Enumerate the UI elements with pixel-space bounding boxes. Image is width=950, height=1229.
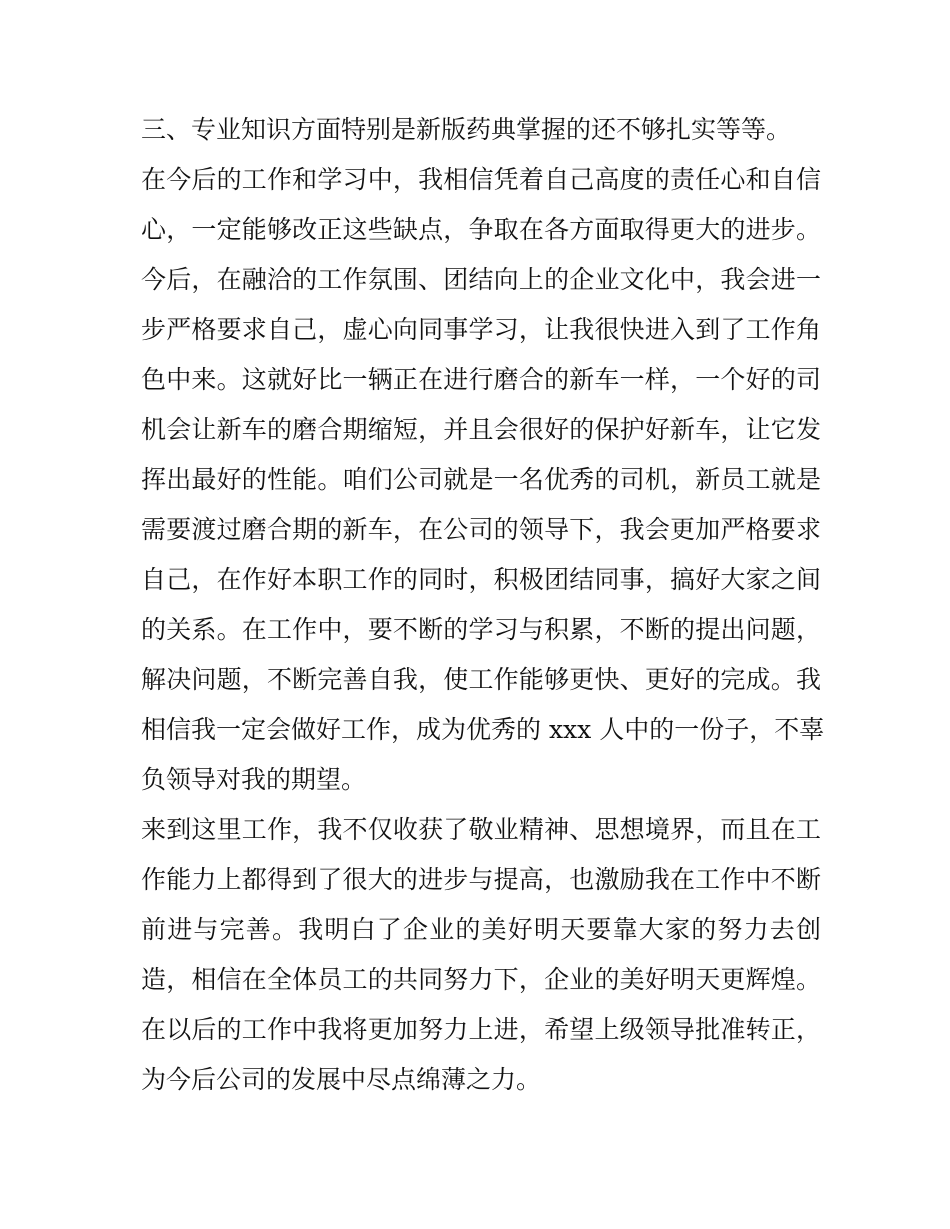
text-line: 的关系。在工作中，要不断的学习与积累，不断的提出问题， <box>141 615 821 644</box>
text-line: 心，一定能够改正这些缺点，争取在各方面取得更大的进步。 <box>141 215 821 244</box>
text-line: 需要渡过磨合期的新车，在公司的领导下，我会更加严格要求 <box>141 515 821 544</box>
text-line: 机会让新车的磨合期缩短，并且会很好的保护好新车，让它发 <box>141 415 821 444</box>
text-line: 解决问题，不断完善自我，使工作能够更快、更好的完成。我 <box>141 665 821 694</box>
text-line: 相信我一定会做好工作，成为优秀的 xxx 人中的一份子，不辜 <box>141 715 825 744</box>
text-line: 挥出最好的性能。咱们公司就是一名优秀的司机，新员工就是 <box>141 465 821 494</box>
text-line: 步严格要求自己，虚心向同事学习，让我很快进入到了工作角 <box>141 315 821 344</box>
text-line: 今后，在融洽的工作氛围、团结向上的企业文化中，我会进一 <box>141 265 821 294</box>
text-line: 负领导对我的期望。 <box>141 765 367 794</box>
text-line: 在以后的工作中我将更加努力上进，希望上级领导批准转正， <box>141 1015 821 1044</box>
text-line: 自己，在作好本职工作的同时，积极团结同事，搞好大家之间 <box>141 565 821 594</box>
text-line: 来到这里工作，我不仅收获了敬业精神、思想境界，而且在工 <box>141 815 821 844</box>
text-line: 色中来。这就好比一辆正在进行磨合的新车一样，一个好的司 <box>141 365 821 394</box>
text-line: 三、专业知识方面特别是新版药典掌握的还不够扎实等等。 <box>141 115 792 144</box>
text-line: 前进与完善。我明白了企业的美好明天要靠大家的努力去创 <box>141 915 821 944</box>
text-line: 造，相信在全体员工的共同努力下，企业的美好明天更辉煌。 <box>141 965 821 994</box>
text-line: 作能力上都得到了很大的进步与提高，也激励我在工作中不断 <box>141 865 821 894</box>
text-line: 为今后公司的发展中尽点绵薄之力。 <box>141 1065 542 1094</box>
text-line: 在今后的工作和学习中，我相信凭着自己高度的责任心和自信 <box>141 165 821 194</box>
